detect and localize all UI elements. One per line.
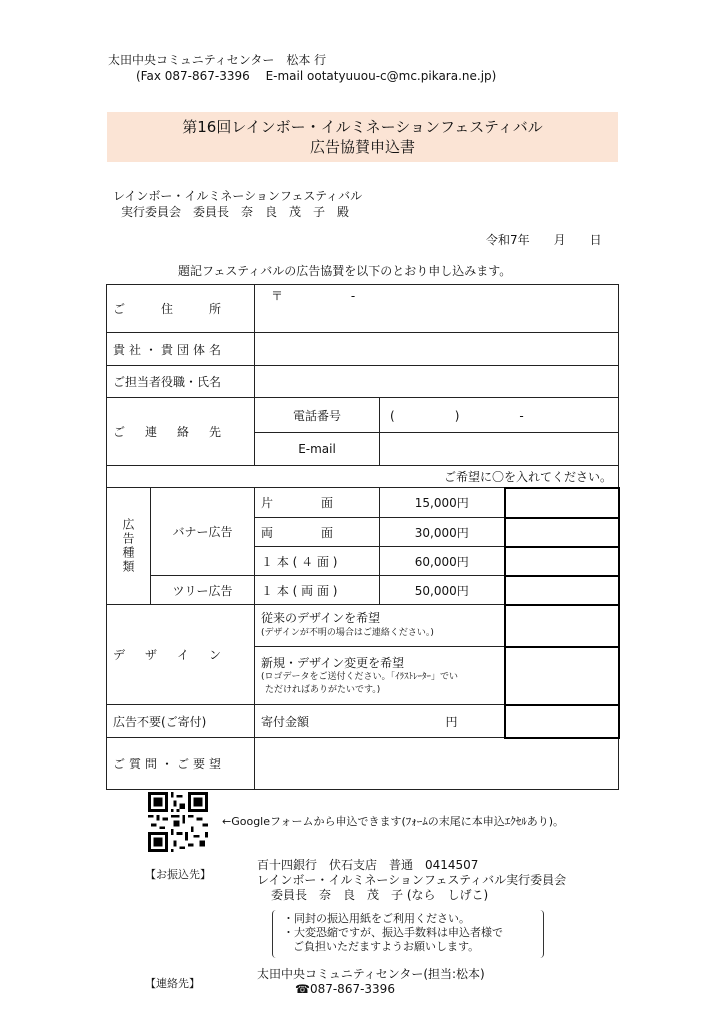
choice-box-single[interactable]: [505, 488, 619, 518]
phone-label: 電話番号: [255, 398, 380, 433]
company-field[interactable]: [255, 333, 619, 366]
phone-row: [107, 398, 619, 433]
email-field[interactable]: [380, 433, 619, 466]
addressee-line2: 実行委員会 委員長 奈 良 茂 子 殿: [121, 205, 350, 219]
google-form-note: ←Googleフォームから申込できます(ﾌｫｰﾑの末尾に本申込ｴｸｾﾙあり)。: [222, 815, 565, 828]
choice-box-donation[interactable]: [505, 705, 619, 738]
person-label: ご担当者役職・氏名: [107, 366, 255, 398]
addressee-line1: レインボー・イルミネーションフェスティバル: [113, 189, 363, 203]
company-label: 貴社・貴団体名: [107, 333, 255, 366]
header-contact-line1: 太田中央コミュニティセンター 松本 行: [108, 53, 327, 67]
option-name-four-sides: １ 本 ( ４ 面 ): [255, 547, 380, 576]
bank-line1: 百十四銀行 伏石支店 普通 0414507: [257, 858, 479, 872]
ad-type-label: 広告種類: [107, 488, 151, 605]
person-row: [107, 366, 619, 398]
title-line1: 第16回レインボー・イルミネーションフェスティバル: [182, 118, 543, 136]
design-option-new: 新規・デザイン変更を希望 (ロゴデータをご送付ください。「ｲﾗｽﾄﾚｰﾀｰ」でい ただければありがたいです。): [255, 647, 505, 705]
option-price-four-sides: 60,000円: [380, 547, 505, 576]
option-name-single: 片 面: [255, 488, 380, 518]
date: 令和7年 月 日: [486, 233, 602, 247]
application-form: [106, 284, 620, 790]
design-row: [107, 605, 619, 647]
choice-box-double[interactable]: [505, 518, 619, 547]
postal-dash: -: [350, 289, 356, 303]
bank-line3: 委員長 奈 良 茂 子 (なら しげこ): [271, 888, 489, 902]
intro-text: 題記フェスティバルの広告協賛を以下のとおり申し込みます。: [178, 264, 512, 278]
bank-label: 【お振込先】: [145, 868, 211, 881]
contact-line1: 太田中央コミュニティセンター(担当:松本): [257, 967, 485, 981]
instruction-row: [107, 466, 619, 488]
address-row: [107, 285, 619, 333]
contact-label: ご 連 絡 先: [107, 398, 255, 466]
banner-label: バナー広告: [151, 488, 255, 576]
donation-amount-field[interactable]: 寄付金額 円: [255, 705, 505, 738]
question-label: ご質問・ご要望: [107, 738, 255, 790]
note-line3: ご負担いただますようお願いします。: [293, 940, 480, 953]
instruction-text: ご希望に〇を入れてください。: [107, 466, 619, 488]
header-contact-line2: (Fax 087-867-3396 E-mail ootatyuuou-c@mc.pikara.ne.jp): [136, 69, 497, 83]
option-price-single: 15,000円: [380, 488, 505, 518]
header-contact: [108, 52, 496, 84]
tree-label: ツリー広告: [151, 576, 255, 605]
bank-line2: レインボー・イルミネーションフェスティバル実行委員会: [257, 873, 567, 887]
title-line2: 広告協賛申込書: [309, 138, 415, 156]
contact-bottom: [257, 967, 485, 997]
page-title: [107, 112, 618, 162]
note-line1: ・同封の振込用紙をご利用ください。: [283, 912, 470, 925]
bank-details: [257, 858, 566, 903]
choice-box-design-existing[interactable]: [505, 605, 619, 647]
option-row: [107, 488, 619, 518]
option-name-tree: １ 本 ( 両 面 ): [255, 576, 380, 605]
contact-label-bottom: 【連絡先】: [145, 977, 200, 990]
choice-box-four-sides[interactable]: [505, 547, 619, 576]
donation-row: [107, 705, 619, 738]
address-field[interactable]: [255, 285, 619, 333]
postal-mark: 〒: [271, 289, 284, 303]
question-field[interactable]: [255, 738, 619, 790]
address-label: ご 住 所: [107, 285, 255, 333]
note-line2: ・大変恐縮ですが、振込手数料は申込者様で: [283, 926, 503, 939]
donation-label: 広告不要(ご寄付): [107, 705, 255, 738]
person-field[interactable]: [255, 366, 619, 398]
option-price-tree: 50,000円: [380, 576, 505, 605]
phone-field[interactable]: ( ) -: [380, 398, 619, 433]
email-label: E-mail: [255, 433, 380, 466]
option-name-double: 両 面: [255, 518, 380, 547]
company-row: [107, 333, 619, 366]
option-row: [107, 576, 619, 605]
design-option-existing: 従来のデザインを希望 (デザインが不明の場合はご連絡ください。): [255, 605, 505, 647]
choice-box-design-new[interactable]: [505, 647, 619, 705]
option-price-double: 30,000円: [380, 518, 505, 547]
payment-notes: [272, 910, 544, 958]
question-row: [107, 738, 619, 790]
contact-phone: ☎087-867-3396: [295, 982, 395, 996]
choice-box-tree[interactable]: [505, 576, 619, 605]
qr-code[interactable]: [148, 792, 208, 852]
design-label: デ ザ イ ン: [107, 605, 255, 705]
addressee: [113, 188, 362, 220]
